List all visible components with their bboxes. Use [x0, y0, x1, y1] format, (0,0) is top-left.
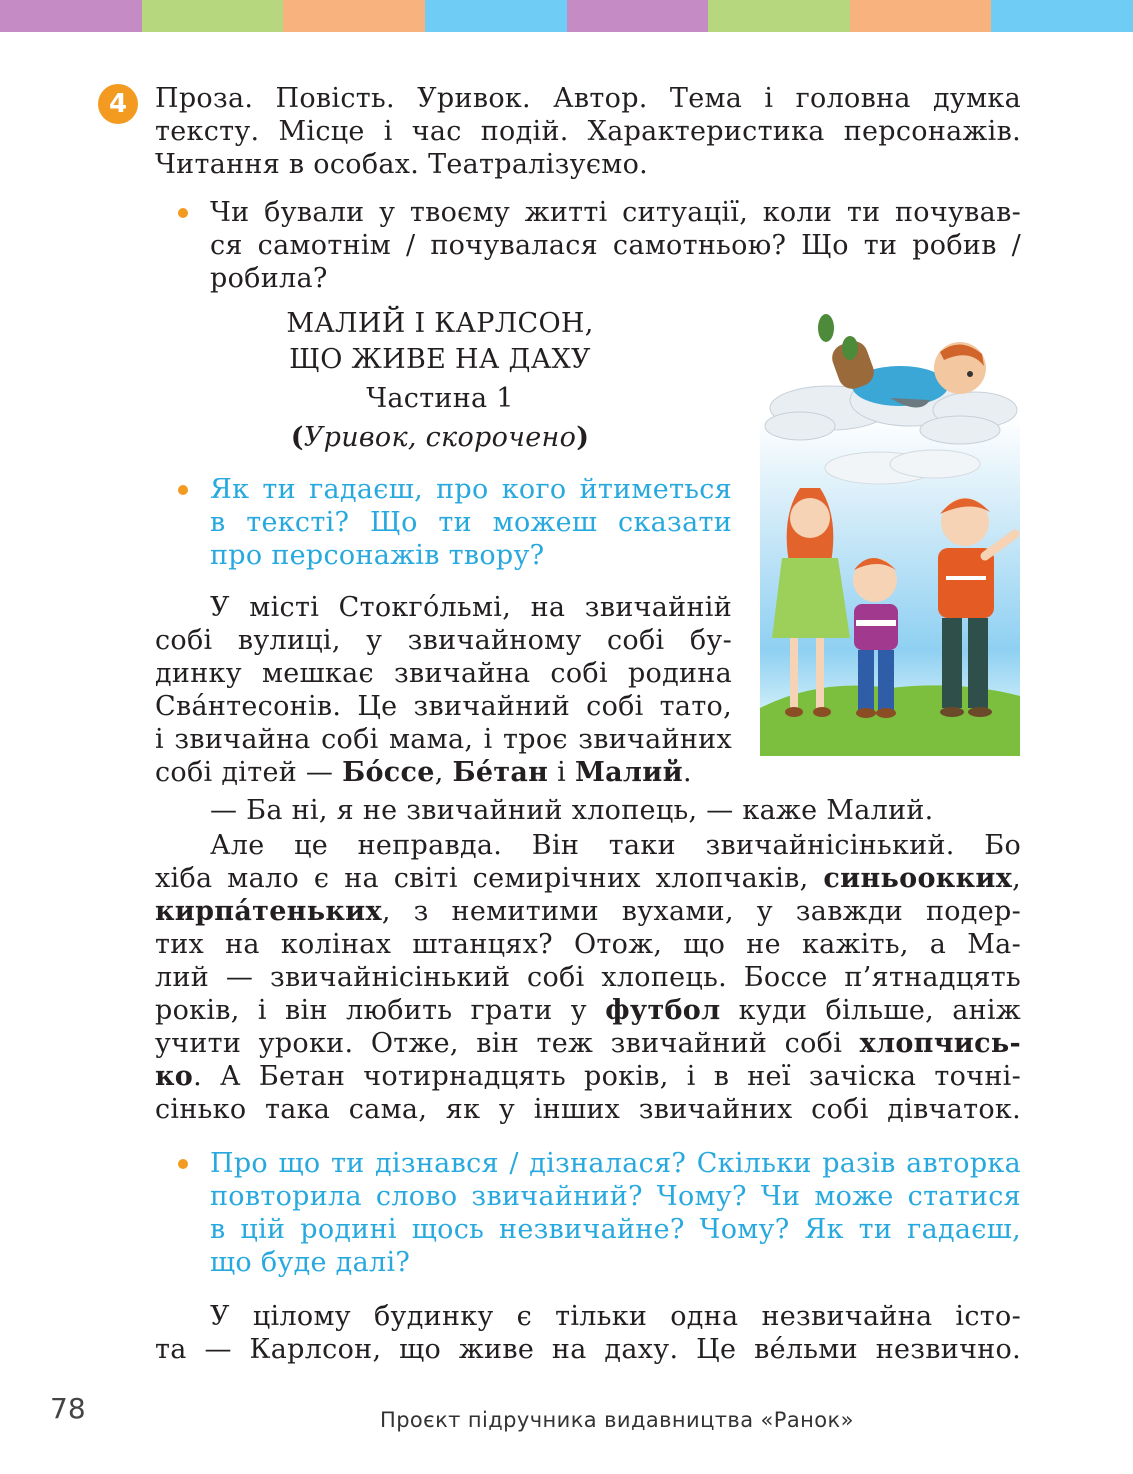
- text-run: .: [682, 757, 692, 788]
- publisher-line: Проєкт підручника видавництва «Ранок»: [380, 1408, 854, 1432]
- karlsson-illustration: [760, 308, 1020, 756]
- text-run: ,: [1012, 863, 1021, 894]
- text-run: куди більше, аніж: [720, 995, 1021, 1026]
- paragraph-2: [155, 829, 1021, 1126]
- text-run: років, і він любить грати у: [155, 995, 606, 1026]
- text-line: тих на колінах штанцях? Отож, що не кажіть, а Ма-: [155, 929, 1021, 960]
- text-line: лий — звичайнісінький собі хлопець. Боссе п’ятнадцять: [155, 962, 1021, 993]
- name-betan: Бе́тан: [452, 757, 549, 788]
- stripe-4: [425, 0, 567, 32]
- question-line: в тексті? Що ти можеш сказати: [210, 507, 732, 538]
- text-line: собі вулиці, у звичайному собі бу-: [155, 625, 732, 656]
- intro-line: Проза. Повість. Уривок. Автор. Тема і головна думка: [155, 83, 1021, 114]
- question-line: Чи бували у твоєму житті ситуації, коли ти почував-: [210, 197, 1021, 228]
- subtitle-paren-close: ): [576, 422, 590, 453]
- question-line: ся самотнім / почувалася самотньою? Що ти робив /: [210, 230, 1021, 261]
- text-line: [155, 862, 1021, 895]
- question-line: в цій родині щось незвичайне? Чому? Як ти гадаєш,: [210, 1214, 1021, 1245]
- text-run: учити уроки. Отже, він теж звичайний собі: [155, 1028, 860, 1059]
- intro-line: Читання в особах. Театралізуємо.: [155, 149, 649, 180]
- question-line: про персонажів твору?: [210, 540, 545, 571]
- question-3: [210, 1147, 1021, 1279]
- text-run: собі дітей —: [155, 757, 343, 788]
- paragraph-3: [155, 1300, 1021, 1366]
- dialogue-line: — Ба ні, я не звичайний хлопець, — каже Малий.: [210, 795, 934, 826]
- stripe-8: [991, 0, 1133, 32]
- text-line: [155, 895, 1021, 928]
- subtitle-paren-open: (: [290, 422, 304, 453]
- bold-word: хлопчись-: [859, 1028, 1021, 1059]
- story-title-line-1: МАЛИЙ І КАРЛСОН,: [286, 308, 594, 339]
- text-line: Сва́нтесонів. Це звичайний собі тато,: [155, 691, 732, 722]
- bullet-icon: [178, 1159, 188, 1169]
- stripe-6: [708, 0, 850, 32]
- story-title-block: [210, 306, 670, 456]
- text-line: динку мешкає звичайна собі родина: [155, 658, 732, 689]
- question-line: повторила слово звичайний? Чому? Чи може статися: [210, 1181, 1021, 1212]
- text-line: [155, 1027, 1021, 1060]
- text-run: ,: [434, 757, 453, 788]
- bold-word: футбол: [605, 995, 721, 1026]
- question-line: Як ти гадаєш, про кого йтиметься: [210, 474, 732, 505]
- text-line: і звичайна собі мама, і троє звичайних: [155, 724, 732, 755]
- text-line: [155, 994, 1021, 1027]
- text-run: . А Бетан чотирнадцять років, і в неї зачіска точні-: [193, 1061, 1021, 1092]
- story-title-line-2: ЩО ЖИВЕ НА ДАХУ: [289, 344, 591, 375]
- question-2: [210, 473, 732, 572]
- task-number-badge: 4: [98, 84, 138, 124]
- subtitle-italic: Уривок, скорочено: [303, 422, 577, 453]
- text-line: сінько така сама, як у інших звичайних собі дівчаток.: [155, 1094, 1021, 1125]
- text-line: У цілому будинку є тільки одна незвичайна істо-: [210, 1301, 1021, 1332]
- question-line: робила?: [210, 263, 328, 294]
- text-run: хіба мало є на світі семирічних хлопчаків,: [155, 863, 824, 894]
- question-1: [210, 196, 1021, 295]
- header-stripes: [0, 0, 1133, 32]
- paragraph-1: [155, 591, 732, 789]
- bold-word: ко: [155, 1061, 194, 1092]
- story-subtitle: [210, 420, 670, 456]
- name-bosse: Бо́ссе: [342, 757, 435, 788]
- bold-word: кирпа́теньких: [155, 896, 382, 927]
- page-number: 78: [50, 1392, 86, 1425]
- bold-word: синьоокких: [823, 863, 1013, 894]
- text-run: і: [548, 757, 575, 788]
- text-line: У місті Стокго́льмі, на звичайній: [210, 592, 732, 623]
- stripe-3: [283, 0, 425, 32]
- text-run: , з немитими вухами, у завжди подер-: [381, 896, 1021, 927]
- intro-text: [155, 82, 1021, 181]
- name-malyi: Малий: [574, 757, 683, 788]
- bullet-icon: [178, 208, 188, 218]
- stripe-5: [567, 0, 709, 32]
- stripe-2: [142, 0, 284, 32]
- stripe-1: [0, 0, 142, 32]
- text-line: та — Карлсон, що живе на даху. Це ве́льми незвично.: [155, 1334, 1021, 1365]
- question-line: Про що ти дізнався / дізналася? Скільки разів авторка: [210, 1148, 1021, 1179]
- question-line: що буде далі?: [210, 1247, 411, 1278]
- text-line: [155, 756, 732, 789]
- stripe-7: [850, 0, 992, 32]
- story-part: Частина 1: [366, 383, 514, 414]
- text-line: Але це неправда. Він таки звичайнісінький. Бо: [210, 830, 1021, 861]
- intro-line: тексту. Місце і час подій. Характеристика персонажів.: [155, 116, 1021, 147]
- text-line: [155, 1060, 1021, 1093]
- bullet-icon: [178, 485, 188, 495]
